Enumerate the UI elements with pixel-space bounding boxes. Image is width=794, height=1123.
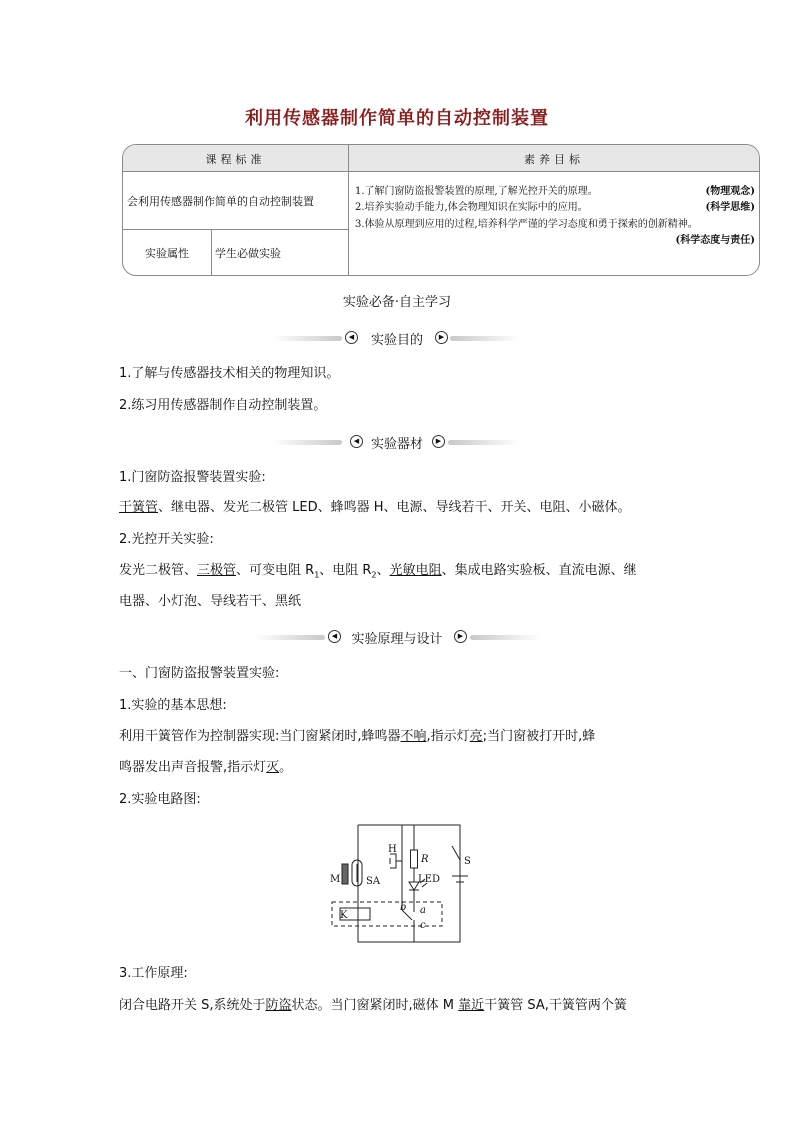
label-b: b [400,902,407,913]
row-divider [123,229,348,230]
equipment-item2-title: 2.光控开关实验: [119,532,214,547]
banner-bar-left [255,635,325,640]
banner-bar-right [450,336,520,341]
principle-idea-line2 [119,760,292,776]
table-header [123,145,759,172]
equipment-text: 、 [376,563,390,578]
label-sa: SA [366,876,381,887]
equipment-item2-line1 [119,563,637,584]
goal-text: 2.培养实验动手能力,体会物理知识在实际中的应用。 [355,202,588,213]
label-r: R [421,854,429,865]
reed-switch-term: 干簧管 [119,500,159,515]
banner-bar-right [448,440,520,445]
cell-divider [211,229,212,275]
label-h: H [388,844,397,855]
buzzer-h [390,854,396,868]
page-title: 利用传感器制作简单的自动控制装置 [245,108,549,129]
underlined-term: 靠近 [458,998,485,1013]
purpose-item: 1.了解与传感器技术相关的物理知识。 [119,366,340,381]
right-arrow-icon: ▶ [435,331,448,344]
working-title: 3.工作原理: [119,966,188,981]
underlined-term: 亮 [469,729,483,744]
subscript: 1 [314,570,320,580]
transistor-term: 三极管 [197,563,237,578]
label-led: LED [418,874,440,885]
alarm-circuit-diagram [320,820,480,948]
equipment-text: 、继电器、发光二极管 LED、蜂鸣器 H、电源、导线若干、开关、电阻、小磁体。 [158,500,631,515]
circuit-title: 2.实验电路图: [119,792,201,807]
principle-text: ,指示灯 [426,729,470,744]
equipment-text: 、电阻 R [319,563,372,578]
left-arrow-icon: ◀ [350,435,363,448]
curriculum-standards-table [122,144,760,276]
banner-bar-left [272,440,342,445]
left-arrow-icon: ◀ [345,331,358,344]
principle-text: 干簧管 SA,干簧管两个簧 [484,998,627,1013]
principle-text: 鸣器发出声音报警,指示灯 [119,760,267,775]
principle-text: ;当门窗被打开时,蜂 [482,729,596,744]
banner-label: 实验目的 [370,333,423,348]
principle-text: 利用干簧管作为控制器实现:当门窗紧闭时,蜂鸣器 [119,729,401,744]
underlined-term: 防盗 [265,998,292,1013]
equipment-item2-line2: 电器、小灯泡、导线若干、黑纸 [119,594,302,609]
principle-idea-line1 [119,729,595,745]
equipment-text: 发光二极管、 [119,563,198,578]
right-arrow-icon: ▶ [432,435,445,448]
goal-text: 1.了解门窗防盗报警装置的原理,了解光控开关的原理。 [355,186,598,197]
equipment-item1-title: 1.门窗防盗报警装置实验: [119,470,266,485]
equipment-text: 、集成电路实验板、直流电源、继 [441,563,637,578]
goal-tag: (物理观念) [705,186,755,197]
label-k: K [340,910,348,921]
attribute-label: 实验属性 [145,247,189,260]
section-heading: 实验必备·自主学习 [342,295,452,310]
label-a: a [420,905,426,916]
equipment-text: 、可变电阻 R [236,563,315,578]
banner-equipment [0,432,794,452]
label-c: c [420,920,426,931]
working-line [119,998,627,1014]
magnet-m [342,864,348,884]
banner-bar-right [470,635,540,640]
underlined-term: 灭 [266,760,280,775]
label-m: M [330,874,341,885]
attribute-value: 学生必做实验 [215,247,281,260]
column-divider [348,145,349,275]
label-s: S [464,856,471,867]
banner-label: 实验器材 [370,437,423,452]
header-curriculum-standard: 课程标准 [205,153,266,166]
principle-text: 。 [279,760,293,775]
goal-tag: (科学思维) [705,202,755,213]
resistor-r [411,850,418,868]
principle-text: 闭合电路开关 S,系统处于 [119,998,266,1013]
standard-text: 会利用传感器制作简单的自动控制装置 [127,195,314,208]
banner-label: 实验原理与设计 [351,632,443,647]
goal-item [355,198,755,213]
purpose-item: 2.练习用传感器制作自动控制装置。 [119,398,327,413]
goal-item [355,215,755,230]
goal-tag: (科学态度与责任) [675,235,755,246]
underlined-term: 不响 [400,729,427,744]
banner-bar-left [272,336,342,341]
goal-item [355,182,755,197]
photoresistor-term: 光敏电阻 [389,563,442,578]
header-literacy-goals: 素养目标 [524,153,584,166]
left-arrow-icon: ◀ [328,630,341,643]
equipment-item1-list [119,500,631,516]
right-arrow-icon: ▶ [454,630,467,643]
subscript: 2 [371,570,377,580]
principle-part-title: 一、门窗防盗报警装置实验: [119,666,280,681]
goal-text: 3.体验从原理到应用的过程,培养科学严谨的学习态度和勇于探索的创新精神。 [355,219,698,230]
banner-principle [0,627,794,647]
banner-purpose [0,328,794,348]
switch-s [452,846,460,860]
principle-text: 状态。当门窗紧闭时,磁体 M [291,998,459,1013]
principle-idea-title: 1.实验的基本思想: [119,698,227,713]
